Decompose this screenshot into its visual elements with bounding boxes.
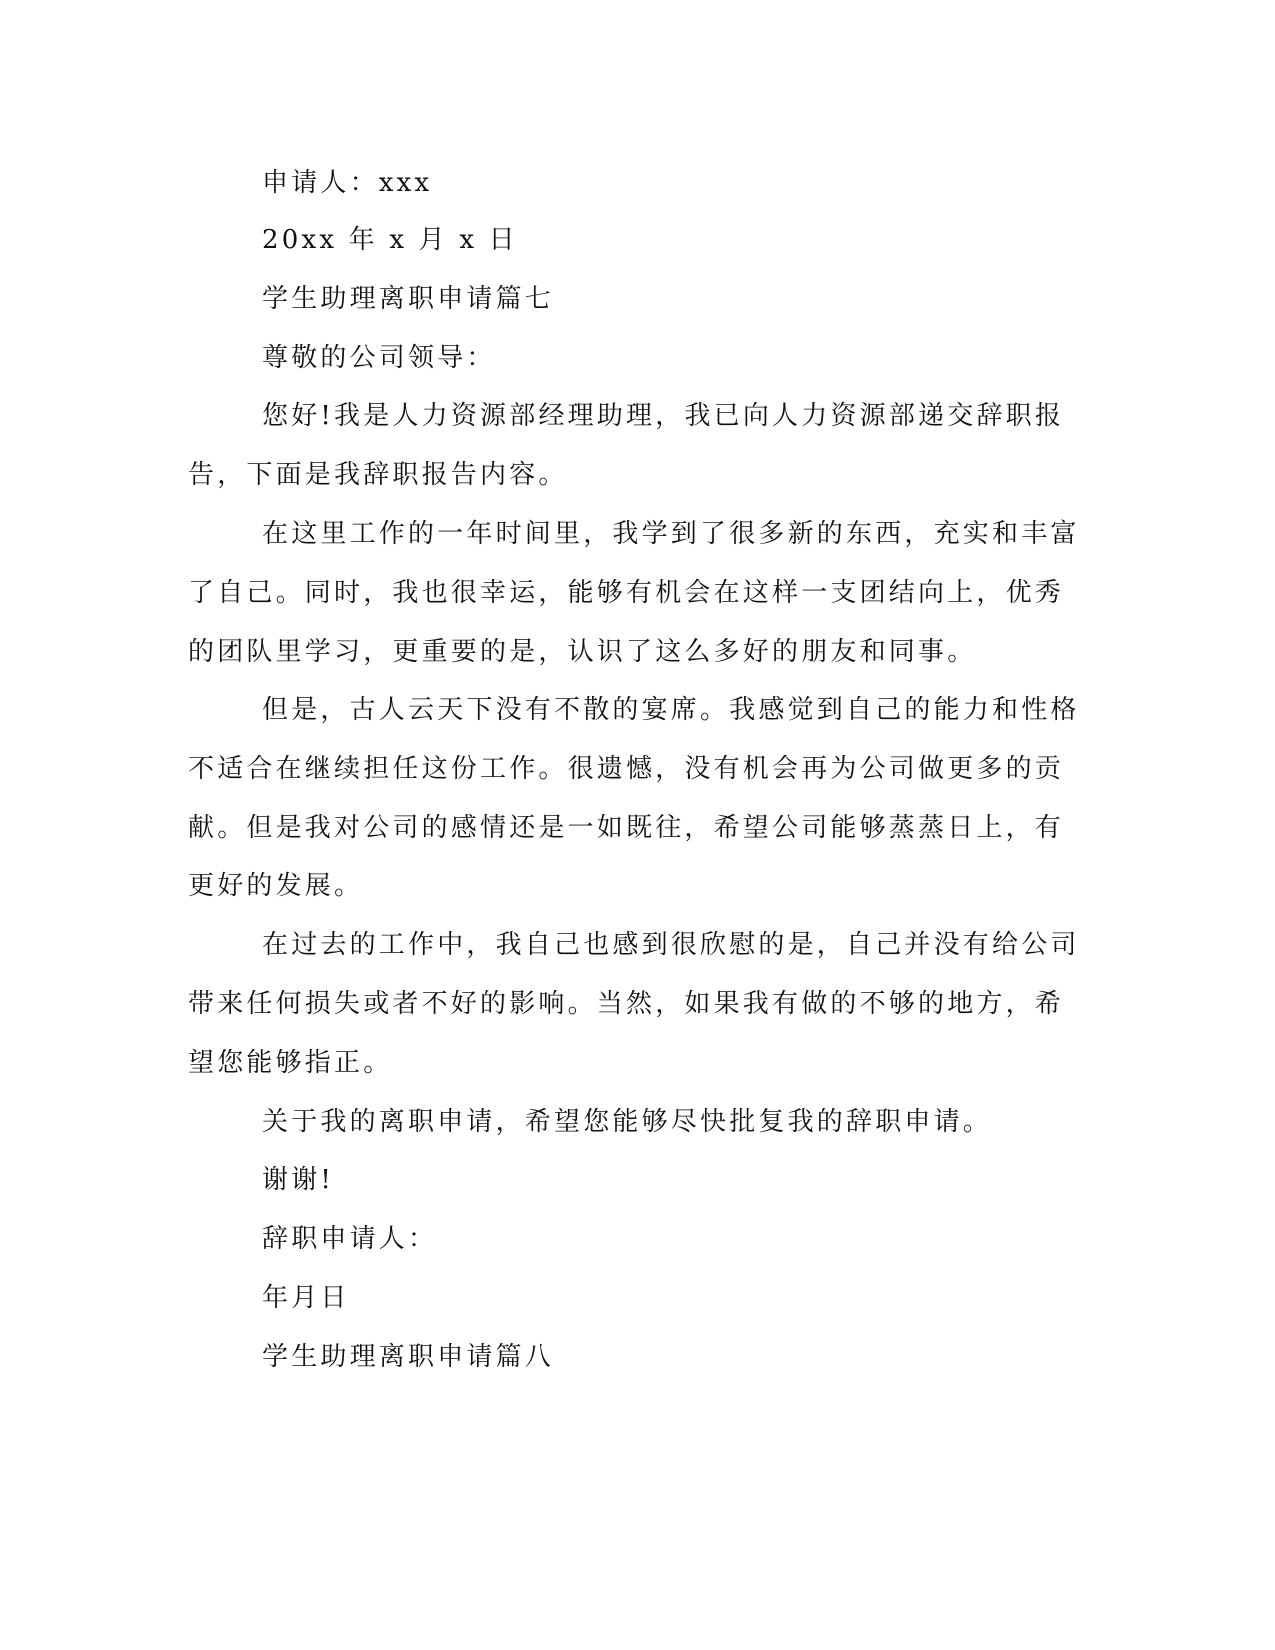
paragraph-2-line-1: 在这里工作的一年时间里，我学到了很多新的东西，充实和丰富 [262, 519, 1080, 549]
thanks-line: 谢谢! [262, 1165, 335, 1195]
paragraph-3-line-3: 献。但是我对公司的感情还是一如既往，希望公司能够蒸蒸日上，有 [188, 813, 1065, 843]
paragraph-4-line-1: 在过去的工作中，我自己也感到很欣慰的是，自己并没有给公司 [262, 930, 1080, 960]
applicant-line: 申请人：xxx [262, 168, 433, 198]
salutation: 尊敬的公司领导： [262, 343, 496, 373]
paragraph-3-line-4: 更好的发展。 [188, 871, 364, 901]
paragraph-2-line-2: 了自己。同时，我也很幸运，能够有机会在这样一支团结向上，优秀 [188, 578, 1065, 608]
paragraph-3-line-2: 不适合在继续担任这份工作。很遗憾，没有机会再为公司做更多的贡 [188, 754, 1065, 784]
section7-heading: 学生助理离职申请篇七 [262, 284, 555, 314]
date-blank-line: 年月日 [262, 1283, 350, 1313]
date-line: 20xx 年 x 月 x 日 [262, 225, 518, 255]
section8-heading: 学生助理离职申请篇八 [262, 1342, 555, 1372]
paragraph-1-line-2: 告，下面是我辞职报告内容。 [188, 460, 568, 490]
paragraph-4-line-2: 带来任何损失或者不好的影响。当然，如果我有做的不够的地方，希 [188, 989, 1065, 1019]
signer-label: 辞职申请人： [262, 1224, 438, 1254]
paragraph-5: 关于我的离职申请，希望您能够尽快批复我的辞职申请。 [262, 1107, 993, 1137]
paragraph-3-line-1: 但是，古人云天下没有不散的宴席。我感觉到自己的能力和性格 [262, 695, 1080, 725]
paragraph-4-line-3: 望您能够指正。 [188, 1048, 393, 1078]
paragraph-2-line-3: 的团队里学习，更重要的是，认识了这么多好的朋友和同事。 [188, 637, 977, 667]
paragraph-1-line-1: 您好!我是人力资源部经理助理，我已向人力资源部递交辞职报 [262, 401, 1065, 431]
